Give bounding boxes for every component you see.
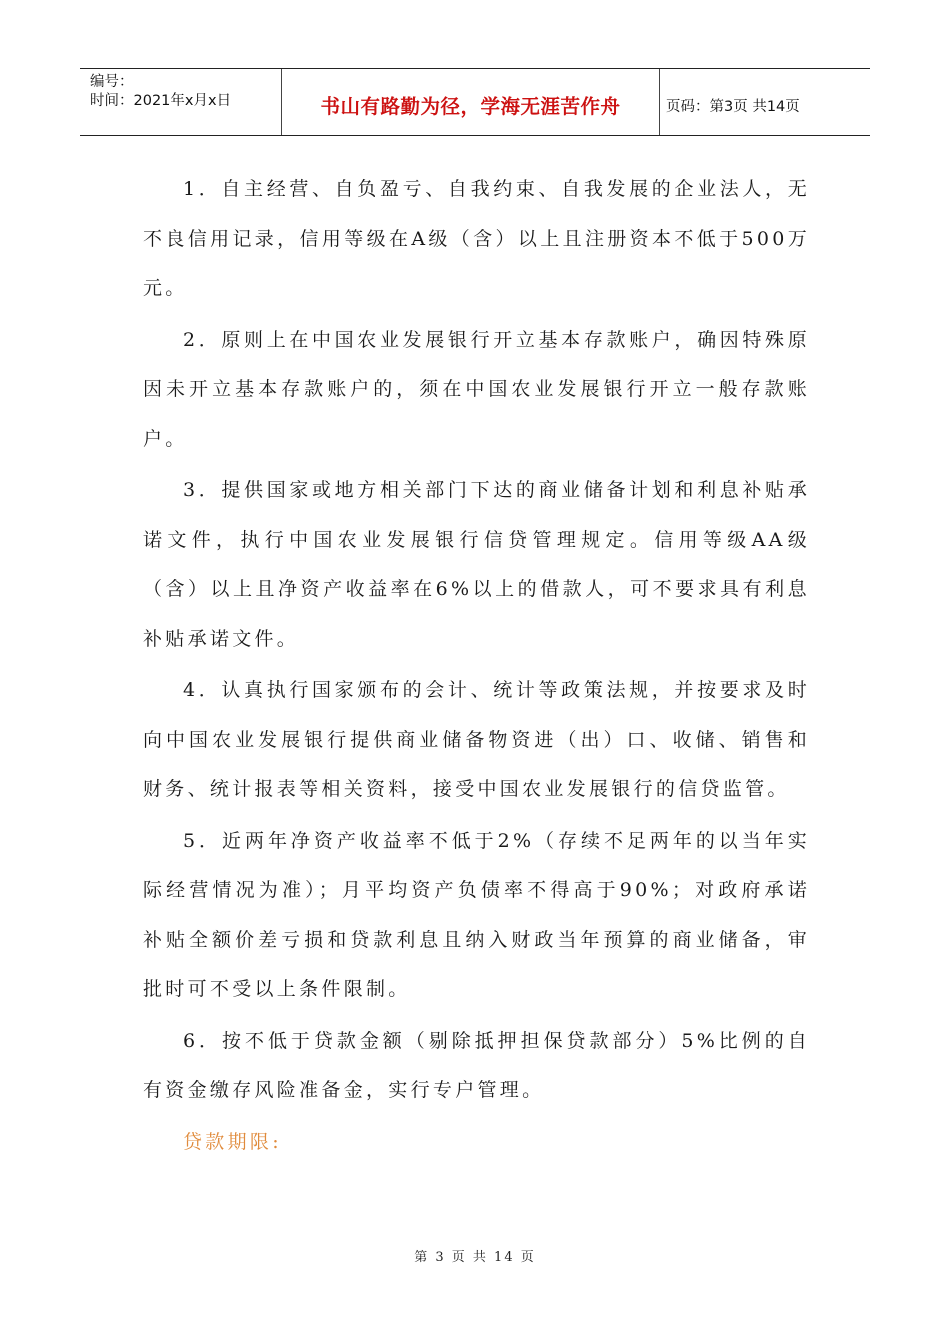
document-body bbox=[143, 165, 810, 1167]
header-page-info: 页码：第3页 共14页 bbox=[666, 98, 800, 115]
page-footer: 第 3 页 共 14 页 bbox=[414, 1250, 536, 1265]
document-header bbox=[80, 68, 870, 136]
paragraph-item-3: 3．提供国家或地方相关部门下达的商业储备计划和利息补贴承诺文件，执行中国农业发展银行信贷管理规定。信用等级AA级（含）以上且净资产收益率在6%以上的借款人，可不要求具有利息补贴承诺文件。 bbox=[143, 479, 810, 650]
header-motto: 书山有路勤为径，学海无涯苦作舟 bbox=[320, 95, 621, 118]
paragraph-item-5: 5．近两年净资产收益率不低于2%（存续不足两年的以当年实际经营情况为准）；月平均资产负债率不得高于90%；对政府承诺补贴全额价差亏损和贷款利息且纳入财政当年预算的商业储备，审批时可不受以上条件限制。 bbox=[143, 829, 810, 1000]
section-heading-loan-term: 贷款期限: bbox=[183, 1130, 282, 1153]
header-page-info-cell bbox=[660, 69, 870, 135]
header-motto-cell bbox=[282, 69, 660, 135]
paragraph-item-1: 1．自主经营、自负盈亏、自我约束、自我发展的企业法人，无不良信用记录，信用等级在A级（含）以上且注册资本不低于500万元。 bbox=[143, 178, 810, 299]
document-time-label: 时间：2021年x月x日 bbox=[90, 93, 232, 109]
paragraph-item-2: 2．原则上在中国农业发展银行开立基本存款账户，确因特殊原因未开立基本存款账户的，须在中国农业发展银行开立一般存款账户。 bbox=[143, 328, 810, 450]
paragraph-item-4: 4．认真执行国家颁布的会计、统计等政策法规，并按要求及时向中国农业发展银行提供商业储备物资进（出）口、收储、销售和财务、统计报表等相关资料，接受中国农业发展银行的信贷监管。 bbox=[143, 679, 810, 800]
paragraph-item-6: 6．按不低于贷款金额（剔除抵押担保贷款部分）5%比例的自有资金缴存风险准备金，实行专户管理。 bbox=[143, 1029, 810, 1101]
header-meta-cell bbox=[80, 69, 282, 135]
document-number-label: 编号： bbox=[90, 74, 134, 90]
